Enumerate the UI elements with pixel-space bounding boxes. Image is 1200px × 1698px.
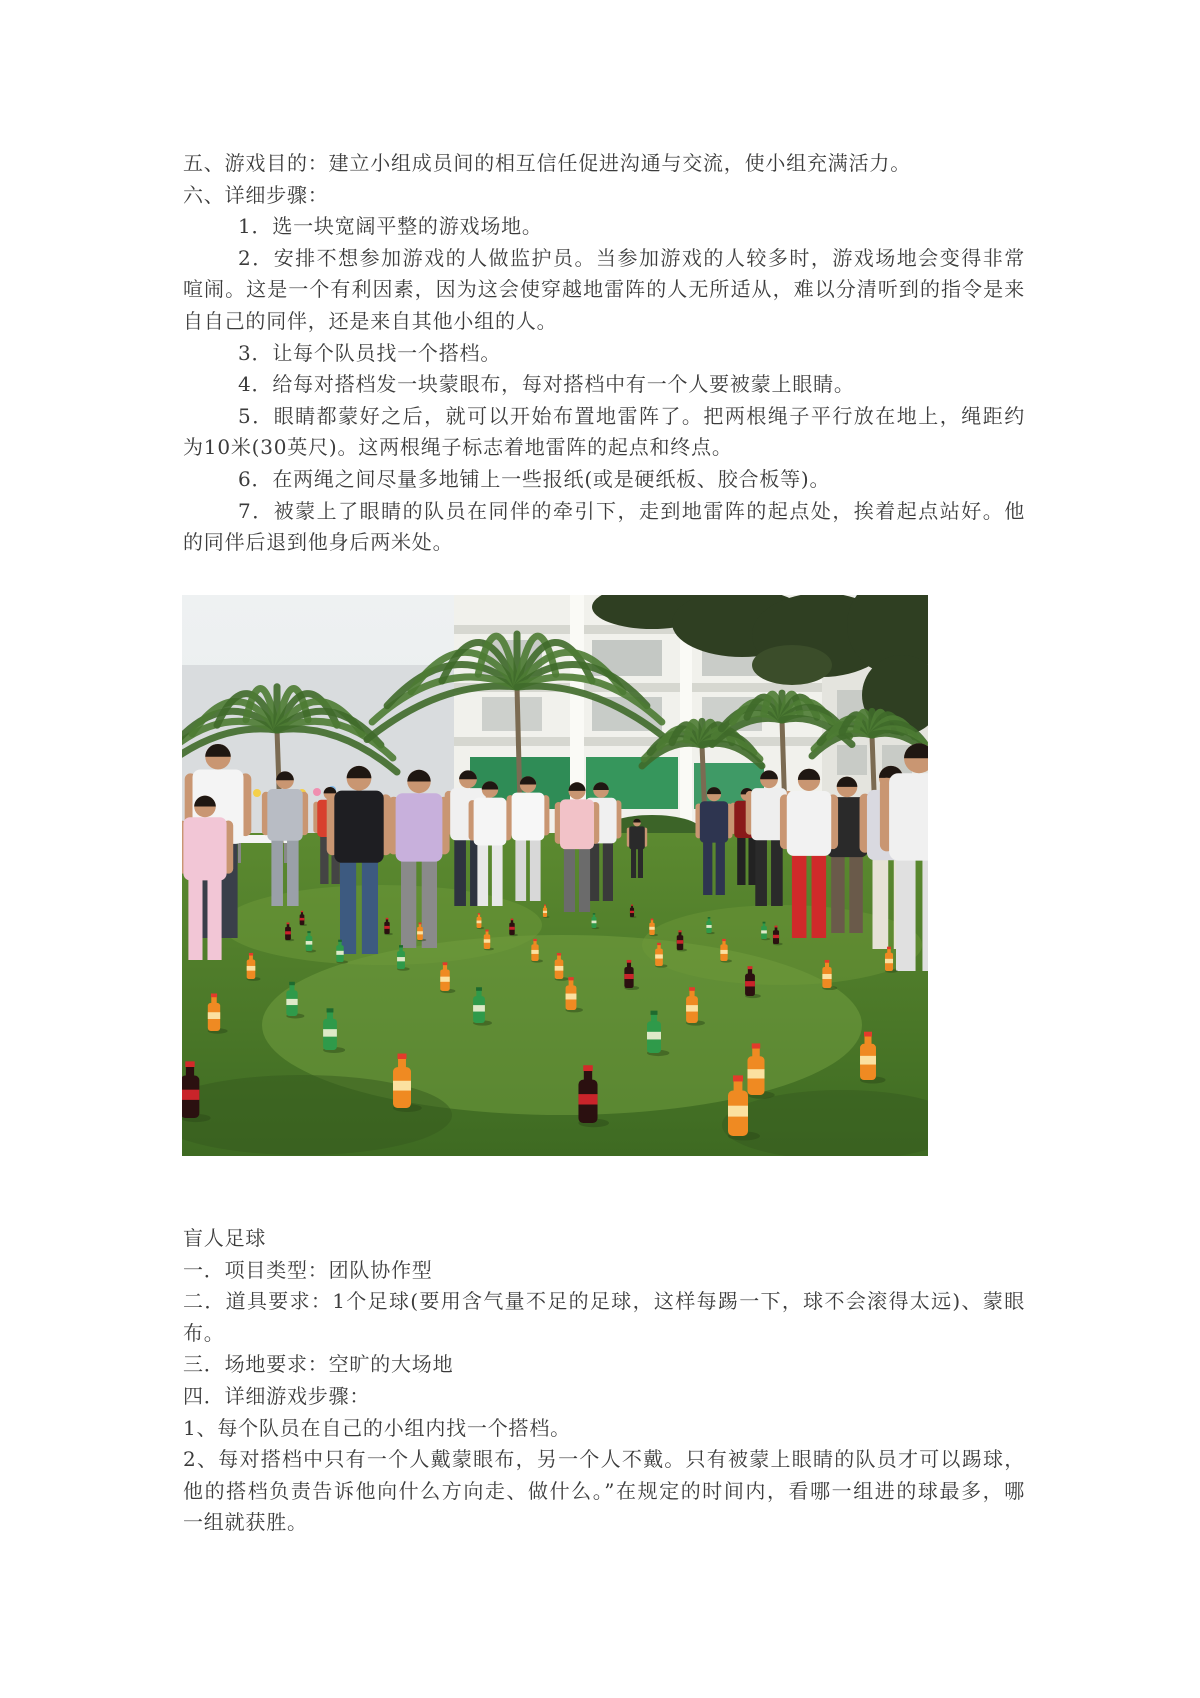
project-type: 一．项目类型：团队协作型 [183,1257,433,1282]
step-7-line-2: 的同伴后退到他身后两米处。 [183,530,454,555]
step-1: 1．选一块宽阔平整的游戏场地。 [238,214,543,239]
steps-heading: 六、详细步骤： [183,182,329,207]
step-5-line-1: 5．眼睛都蒙好之后，就可以开始布置地雷阵了。把两根绳子平行放在地上，绳距约 [238,403,1025,428]
step-3: 3．让每个队员找一个搭档。 [238,340,502,365]
step-2-line-2: 他的搭档负责告诉他向什么方向走、做什么。”在规定的时间内，看哪一组进的球最多，哪 [183,1478,1025,1503]
props-line-2: 布。 [183,1320,225,1345]
minefield-game-photo [182,595,928,1156]
section-title: 盲人足球 [183,1226,267,1250]
steps-heading: 四．详细游戏步骤： [183,1383,371,1408]
step-2-line-3: 一组就获胜。 [183,1510,308,1535]
step-6: 6．在两绳之间尽量多地铺上一些报纸(或是硬纸板、胶合板等)。 [238,466,831,491]
step-4: 4．给每对搭档发一块蒙眼布，每对搭档中有一个人要被蒙上眼睛。 [238,372,855,397]
venue-requirement: 三．场地要求：空旷的大场地 [183,1352,454,1377]
step-5-line-2: 为10米(30英尺)。这两根绳子标志着地雷阵的起点和终点。 [183,435,733,460]
minefield-game-section [183,148,1025,559]
step-2-line-2: 喧闹。这是一个有利因素，因为这会使穿越地雷阵的人无所适从，难以分清听到的指令是来 [183,277,1025,302]
game-objective: 五、游戏目的：建立小组成员间的相互信任促进沟通与交流，使小组充满活力。 [183,151,911,175]
blind-football-section [183,1223,1025,1539]
step-1: 1、每个队员在自己的小组内找一个搭档。 [183,1415,571,1440]
step-2-line-3: 自自己的同伴，还是来自其他小组的人。 [183,308,558,333]
step-7-line-1: 7．被蒙上了眼睛的队员在同伴的牵引下，走到地雷阵的起点处，挨着起点站好。他 [238,498,1025,523]
step-2-line-1: 2．安排不想参加游戏的人做监护员。当参加游戏的人较多时，游戏场地会变得非常 [238,245,1025,270]
props-line-1: 二．道具要求：1个足球(要用含气量不足的足球，这样每踢一下，球不会滚得太远)、蒙眼 [183,1289,1025,1314]
step-2-line-1: 2、每对搭档中只有一个人戴蒙眼布，另一个人不戴。只有被蒙上眼睛的队员才可以踢球， [183,1447,1025,1472]
